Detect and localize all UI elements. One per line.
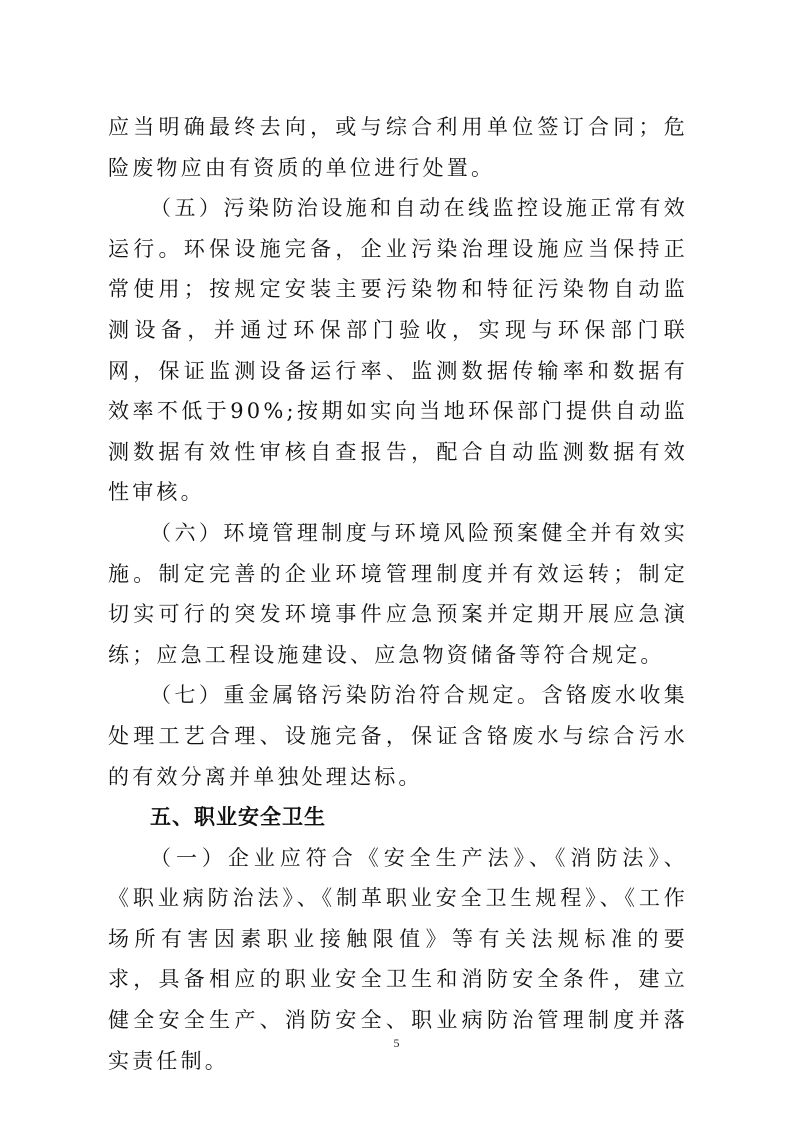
- paragraph-section5-item-1: （一）企业应符合《安全生产法》、《消防法》、《职业病防治法》、《制革职业安全卫生规程》、《工作场所有害因素职业接触限值》等有关法规标准的要求，具备相应的职业安全卫生和消防安全条件，建立健全安全生产、消防安全、职业病防治管理制度并落实责任制。: [108, 845, 688, 1073]
- paragraph-item-5: （五）污染防治设施和自动在线监控设施正常有效运行。环保设施完备，企业污染治理设施应当保持正常使用；按规定安装主要污染物和特征污染物自动监测设备，并通过环保部门验收，实现与环保部门联网，保证监测设备运行率、监测数据传输率和数据有效率不低于90%;按期如实向当地环保部门提供自动监测数据有效性审核自查报告，配合自动监测数据有效性审核。: [108, 196, 688, 505]
- paragraph-item-7: （七）重金属铬污染防治符合规定。含铬废水收集处理工艺合理、设施完备，保证含铬废水与综合污水的有效分离并单独处理达标。: [108, 683, 688, 789]
- paragraph-continuation: 应当明确最终去向，或与综合利用单位签订合同；危险废物应由有资质的单位进行处置。: [108, 115, 688, 180]
- page-number: 5: [393, 1036, 400, 1050]
- document-body: [108, 107, 688, 1081]
- section-heading: 五、职业安全卫生: [150, 805, 326, 830]
- paragraph-item-6: （六）环境管理制度与环境风险预案健全并有效实施。制定完善的企业环境管理制度并有效运转；制定切实可行的突发环境事件应急预案并定期开展应急演练；应急工程设施建设、应急物资储备等符合规定。: [108, 520, 688, 667]
